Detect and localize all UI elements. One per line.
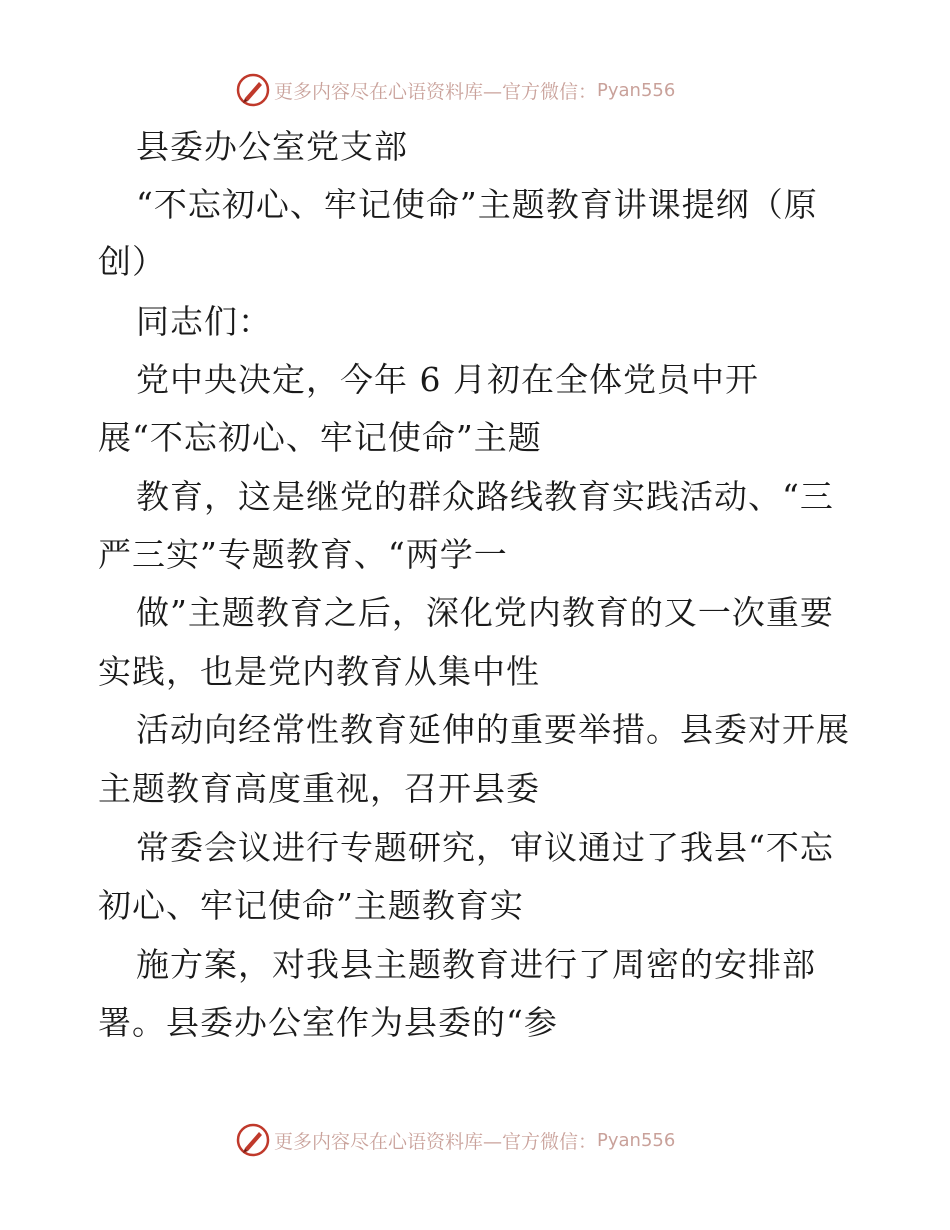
doc-paragraph-line: 做”主题教育之后，深化党内教育的又一次重要 (136, 593, 834, 632)
doc-paragraph-line: 活动向经常性教育延伸的重要举措。县委对开展 (136, 710, 850, 749)
doc-paragraph-line: 党中央决定，今年 6 月初在全体党员中开 (136, 360, 759, 399)
watermark-header (236, 72, 675, 108)
doc-title-line: 县委办公室党支部 (136, 127, 408, 166)
watermark-text: 更多内容尽在心语资料库—官方微信： (274, 80, 598, 103)
doc-subtitle-line-cont: 创） (98, 242, 166, 281)
watermark-text: 更多内容尽在心语资料库—官方微信： (274, 1130, 598, 1153)
doc-paragraph-line: 施方案，对我县主题教育进行了周密的安排部 (136, 945, 816, 984)
doc-paragraph-line: 实践，也是党内教育从集中性 (98, 652, 540, 691)
doc-paragraph-line: 常委会议进行专题研究，审议通过了我县“不忘 (136, 828, 834, 867)
watermark-footer (236, 1122, 675, 1158)
doc-paragraph-line: 教育，这是继党的群众路线教育实践活动、“三 (136, 477, 834, 516)
doc-salutation: 同志们： (136, 302, 272, 341)
pen-logo-icon (236, 73, 270, 107)
doc-paragraph-line: 严三实”专题教育、“两学一 (98, 535, 508, 574)
doc-paragraph-line: 主题教育高度重视，召开县委 (98, 769, 540, 808)
pen-logo-icon (236, 1123, 270, 1157)
doc-paragraph-line: 初心、牢记使命”主题教育实 (98, 886, 524, 925)
watermark-wechat-id: Pyan556 (597, 1129, 676, 1151)
watermark-wechat-id: Pyan556 (597, 79, 676, 101)
doc-subtitle-line: “不忘初心、牢记使命”主题教育讲课提纲（原 (136, 185, 818, 224)
doc-paragraph-line: 署。县委办公室作为县委的“参 (98, 1003, 558, 1042)
doc-paragraph-line: 展“不忘初心、牢记使命”主题 (98, 418, 542, 457)
